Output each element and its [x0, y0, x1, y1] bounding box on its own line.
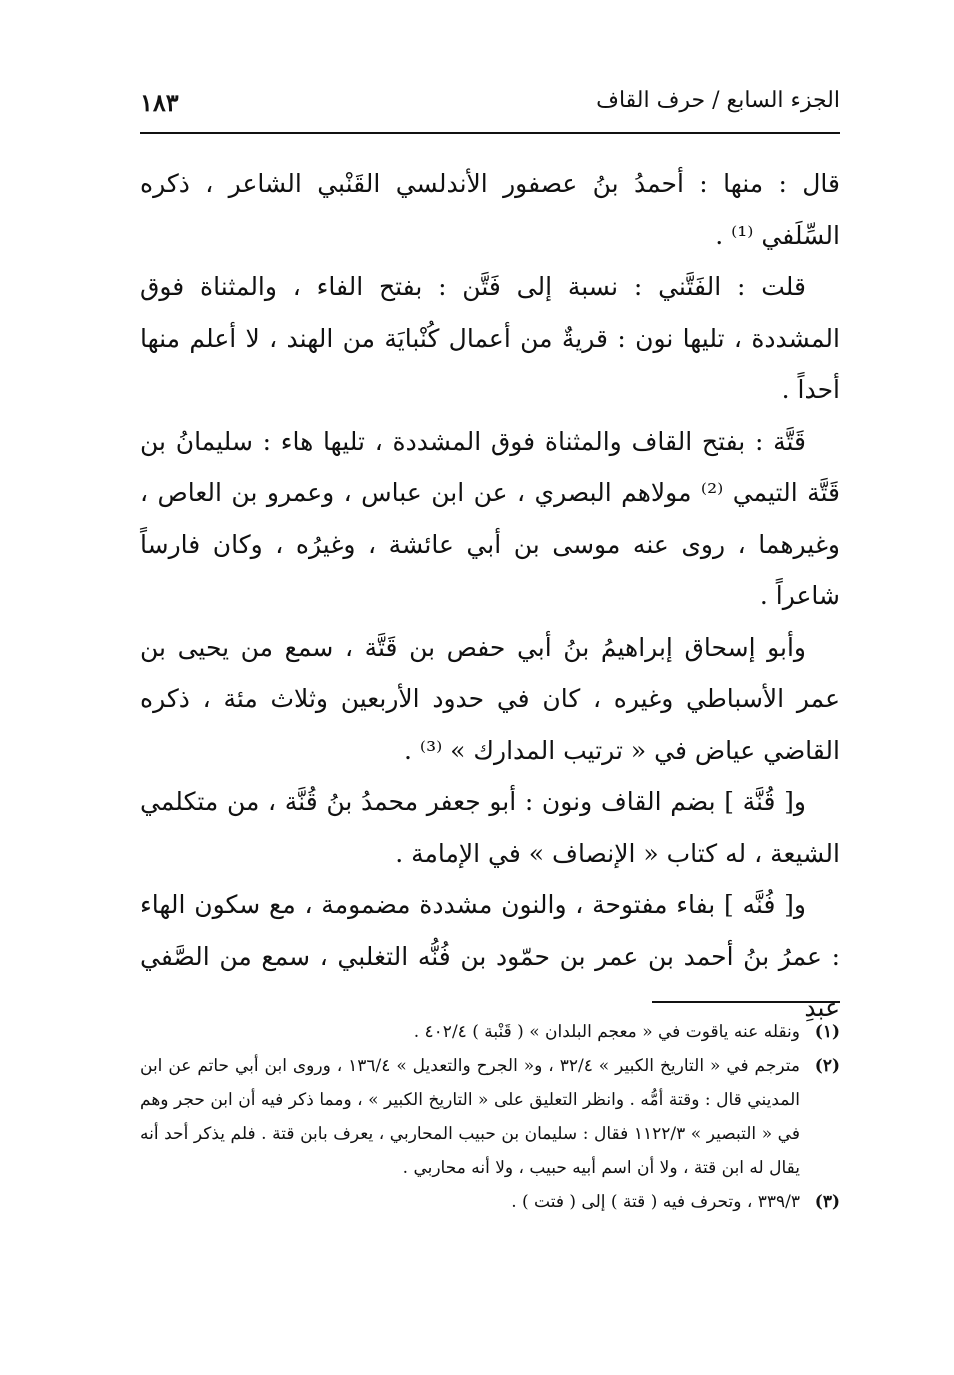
header-title: الجزء السابع / حرف القاف: [596, 88, 840, 113]
footnotes: [140, 1015, 840, 1219]
paragraph-qunna: و[ قُنَّة ] بضم القاف ونون : أبو جعفر محمدُ بنُ قُنَّة ، من متكلمي الشيعة ، له كتاب « الإنصاف » في الإمامة .: [140, 787, 840, 868]
page-number: ١٨٣: [140, 88, 179, 117]
paragraph-qatta: قَتَّة : بفتح القاف والمثناة فوق المشددة ، تليها هاء : سليمانُ بن قَتَّة التيمي ⁽²⁾ مولاهم البصري ، عن ابن عباس ، وعمرو بن العاص ، وغيرهما ، روى عنه موسى بن أبي عائشة ، وغيرُه ، وكان فارساً شاعراً .: [140, 426, 840, 610]
paragraph-fattani: قلت : الفَتَّني : نسبة إلى فَتَّن : بفتح الفاء ، والمثناة فوق المشددة ، تليها نون : قريةٌ من أعمال كُنْبايَة من الهند ، لا أعلم منها أحداً .: [140, 272, 840, 404]
footnote-number: (٣): [814, 1192, 840, 1212]
header-divider: [140, 132, 840, 134]
footnote-text: مترجم في « التاريخ الكبير » ٣٢/٤ ، و« الجرح والتعديل » ١٣٦/٤ ، وروى ابن أبي حاتم عن ابن المديني قال : وقتة أمُّه . وانظر التعليق على « التاريخ الكبير » ، ومما ذكر فيه أن ابن حجر وهم في « التبصير » ١١٢٢/٣ فقال : سليمان بن حبيب المحاربي ، يعرف بابن قتة . فلم يذكر أحد أنه يقال له ابن قتة ، ولا أن اسم أبيه حبيب ، ولا أنه محاربي .: [140, 1056, 800, 1178]
footnote-number: (٢): [814, 1056, 840, 1076]
footnote-divider: [652, 1001, 840, 1003]
footnote-item: [140, 1185, 840, 1219]
paragraph-funnuh: و[ فُنَّه ] بفاء مفتوحة ، والنون مشددة مضمومة ، مع سكون الهاء : عمرُ بنُ أحمد بن عمر بن حمّود بن فُنُّه التغلبي ، سمع من الصَّفي عبدِ: [140, 890, 840, 1022]
footnote-item: [140, 1049, 840, 1185]
footnote-item: [140, 1015, 840, 1049]
paragraph-qanbi: قال : منها : أحمدُ بنُ عصفور الأندلسي القَنْبي الشاعر ، ذكره السِّلَفي ⁽¹⁾ .: [140, 169, 840, 250]
footnote-text: ٣٣٩/٣ ، وتحرف فيه ( قتة ) إلى ( فتت ) .: [511, 1192, 800, 1212]
running-header: [140, 88, 840, 128]
paragraph-abu-ishaq: وأبو إسحاق إبراهيمُ بنُ أبي حفص بن قَتَّة ، سمع من يحيى بن عمر الأسباطي وغيره ، كان في حدود الأربعين وثلاث مئة ، ذكره القاضي عياض في « ترتيب المدارك » ⁽³⁾ .: [140, 632, 840, 765]
footnote-text: ونقله عنه ياقوت في « معجم البلدان » ( قَنْبة ) ٤٠٢/٤ .: [413, 1022, 800, 1042]
main-text: [140, 158, 840, 1034]
footnote-number: (١): [814, 1022, 840, 1042]
